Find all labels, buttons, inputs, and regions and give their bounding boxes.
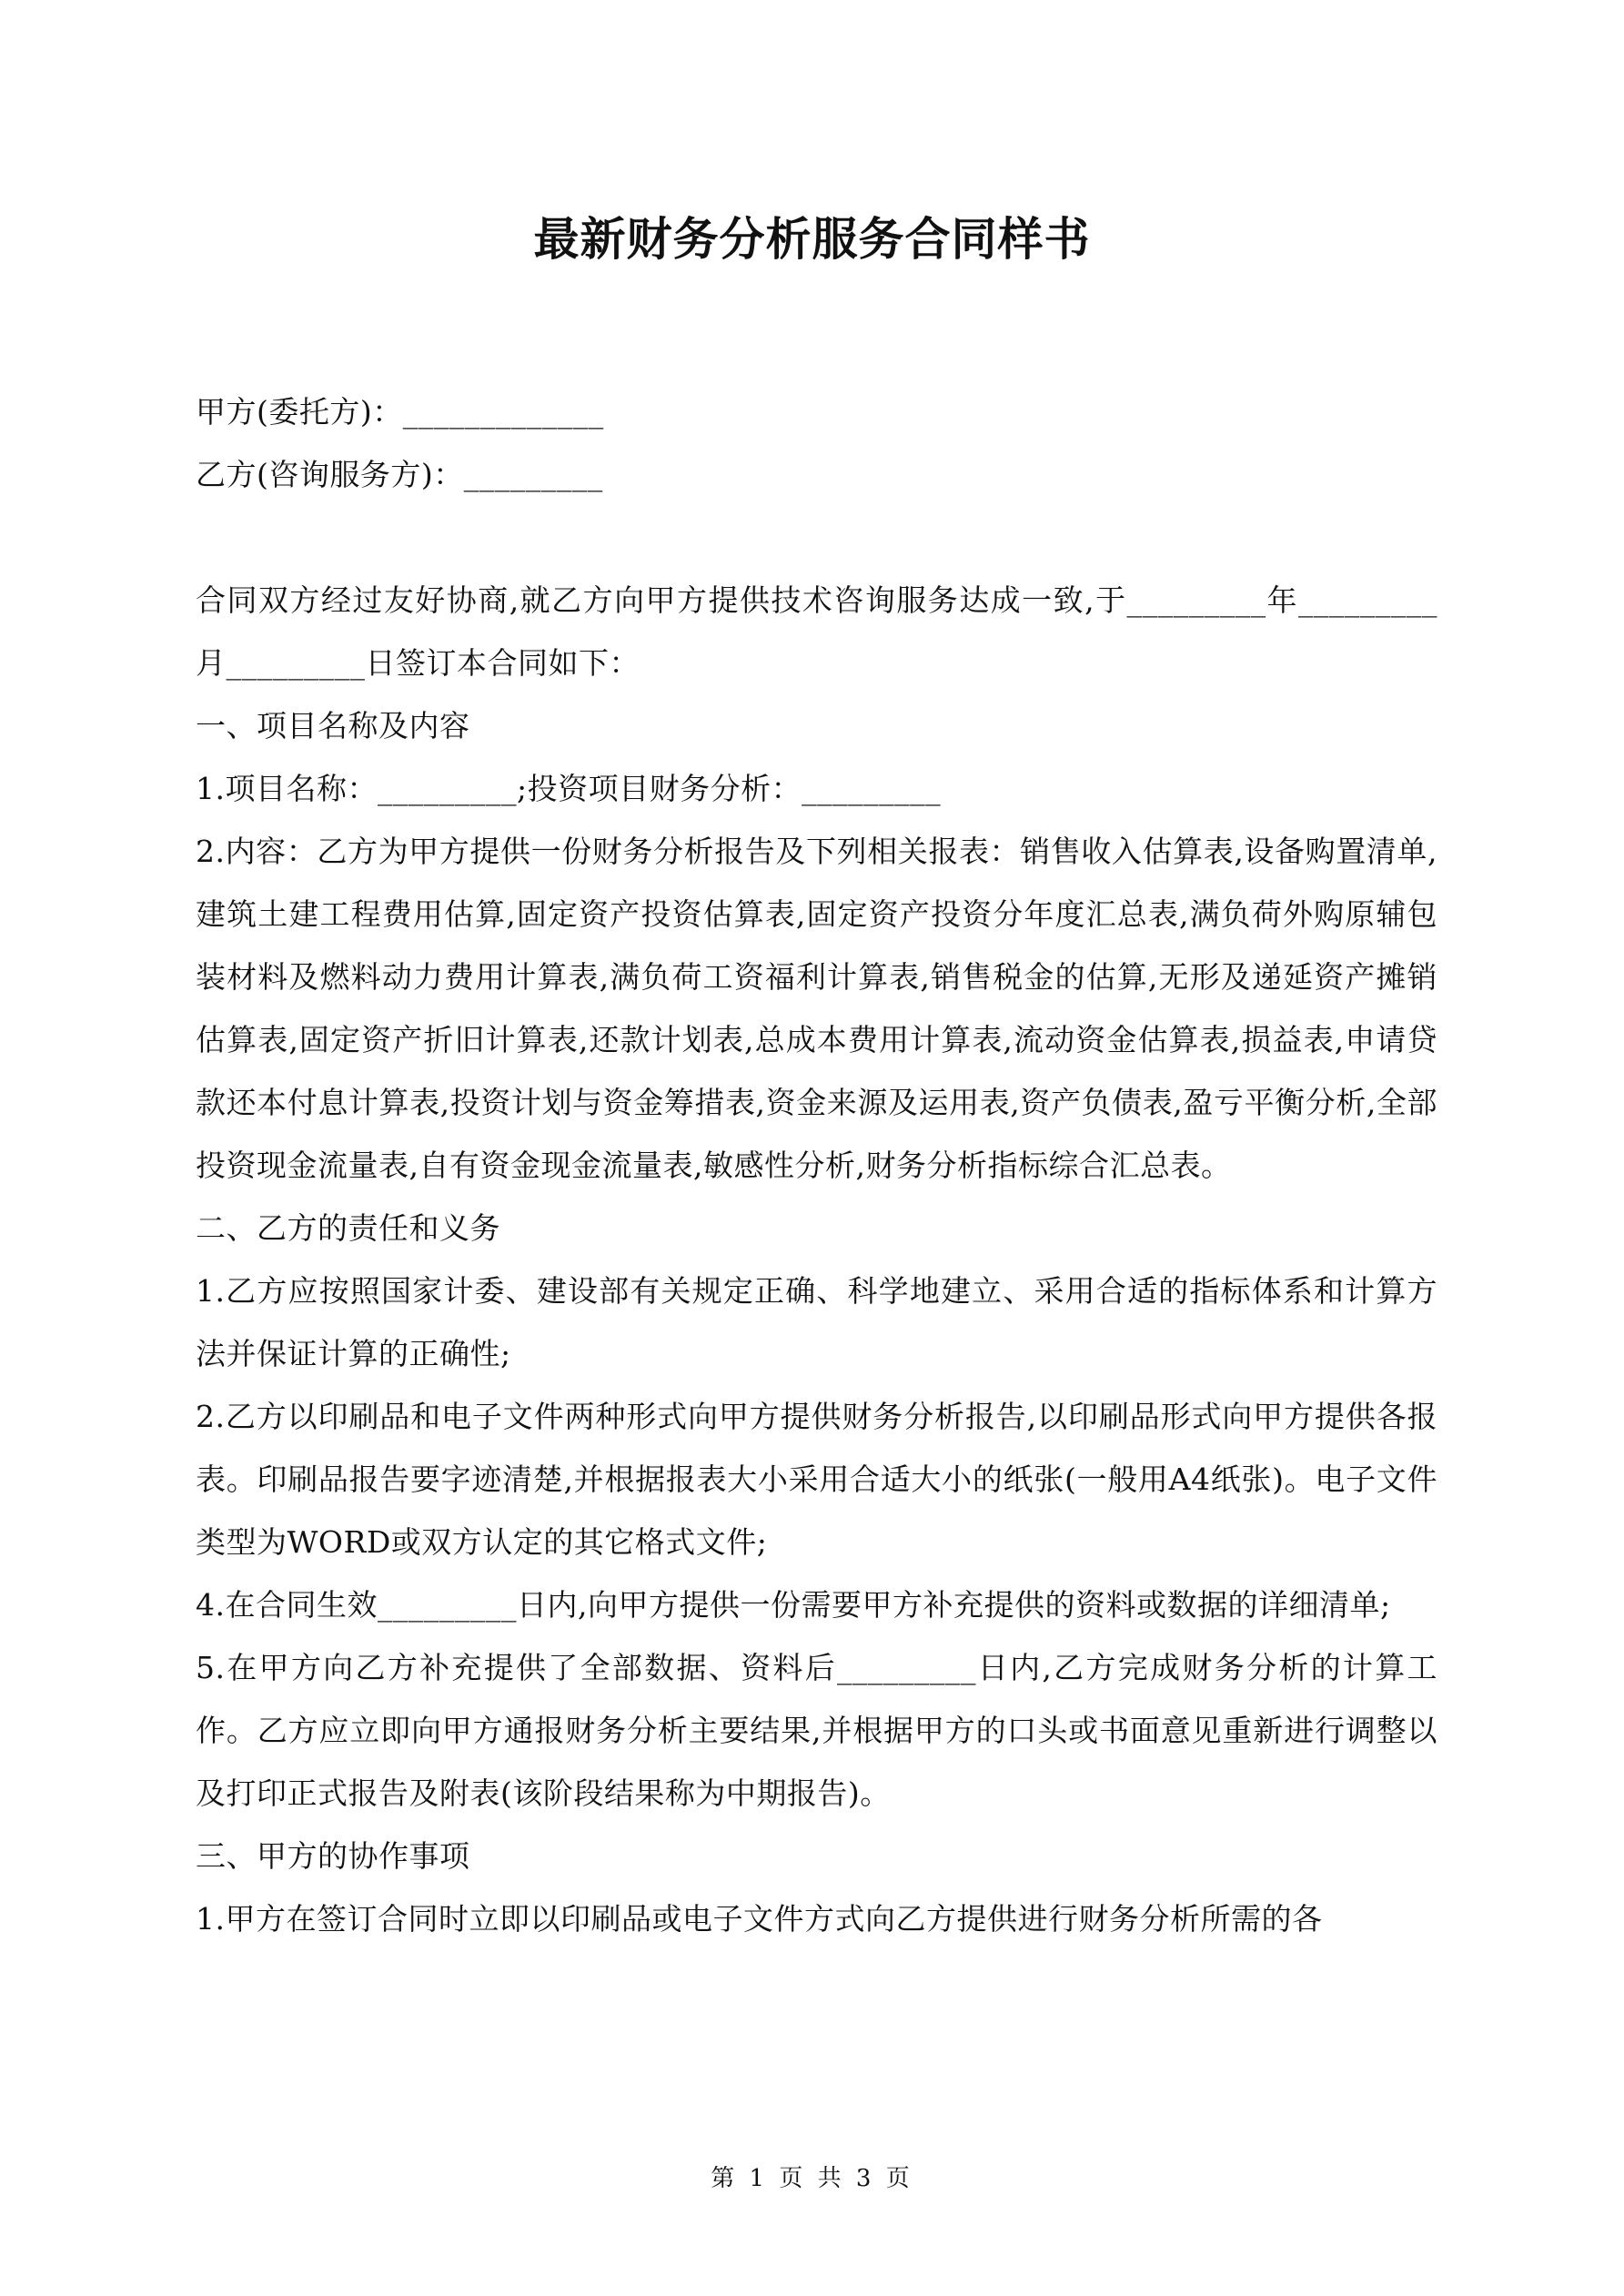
section-heading-1: 一、项目名称及内容 bbox=[196, 708, 470, 743]
clause-2-4: 4.在合同生效_________日内,向甲方提供一份需要甲方补充提供的资料或数据的详细清单; bbox=[196, 1587, 1391, 1623]
party-b-line: 乙方(咨询服务方)：_________ bbox=[196, 457, 603, 492]
document-title: 最新财务分析服务合同样书 bbox=[533, 212, 1091, 266]
section-heading-2: 二、乙方的责任和义务 bbox=[196, 1210, 500, 1246]
clause-2-2: 2.乙方以印刷品和电子文件两种形式向甲方提供财务分析报告,以印刷品形式向甲方提供各报表。印刷品报告要字迹清楚,并根据报表大小采用合适大小的纸张(一般用A4纸张)。电子文件类型为WORD或双方认定的其它格式文件; bbox=[196, 1399, 1437, 1560]
intro-paragraph: 合同双方经过友好协商,就乙方向甲方提供技术咨询服务达成一致,于_________年_________月_________日签订本合同如下： bbox=[196, 582, 1437, 681]
clause-2-1: 1.乙方应按照国家计委、建设部有关规定正确、科学地建立、采用合适的指标体系和计算方法并保证计算的正确性; bbox=[196, 1273, 1437, 1371]
clause-2-5: 5.在甲方向乙方补充提供了全部数据、资料后_________日内,乙方完成财务分析的计算工作。乙方应立即向甲方通报财务分析主要结果,并根据甲方的口头或书面意见重新进行调整以及打印正式报告及附表(该阶段结果称为中期报告)。 bbox=[196, 1650, 1437, 1811]
party-a-line: 甲方(委托方)：_____________ bbox=[196, 394, 604, 430]
section-heading-3: 三、甲方的协作事项 bbox=[196, 1838, 470, 1874]
clause-1-2: 2.内容：乙方为甲方提供一份财务分析报告及下列相关报表：销售收入估算表,设备购置清单,建筑土建工程费用估算,固定资产投资估算表,固定资产投资分年度汇总表,满负荷外购原辅包装材料及燃料动力费用计算表,满负荷工资福利计算表,销售税金的估算,无形及递延资产摊销估算表,固定资产折旧计算表,还款计划表,总成本费用计算表,流动资金估算表,损益表,申请贷款还本付息计算表,投资计划与资金筹措表,资金来源及运用表,资产负债表,盈亏平衡分析,全部投资现金流量表,自有资金现金流量表,敏感性分析,财务分析指标综合汇总表。 bbox=[196, 834, 1437, 1183]
clause-3-1: 1.甲方在签订合同时立即以印刷品或电子文件方式向乙方提供进行财务分析所需的各 bbox=[196, 1901, 1323, 1937]
document-body bbox=[196, 380, 1437, 1950]
blank-line bbox=[196, 506, 1437, 569]
clause-1-1: 1.项目名称：_________;投资项目财务分析：_________ bbox=[196, 771, 942, 806]
page-number: 第 1 页 共 3 页 bbox=[711, 2165, 913, 2192]
